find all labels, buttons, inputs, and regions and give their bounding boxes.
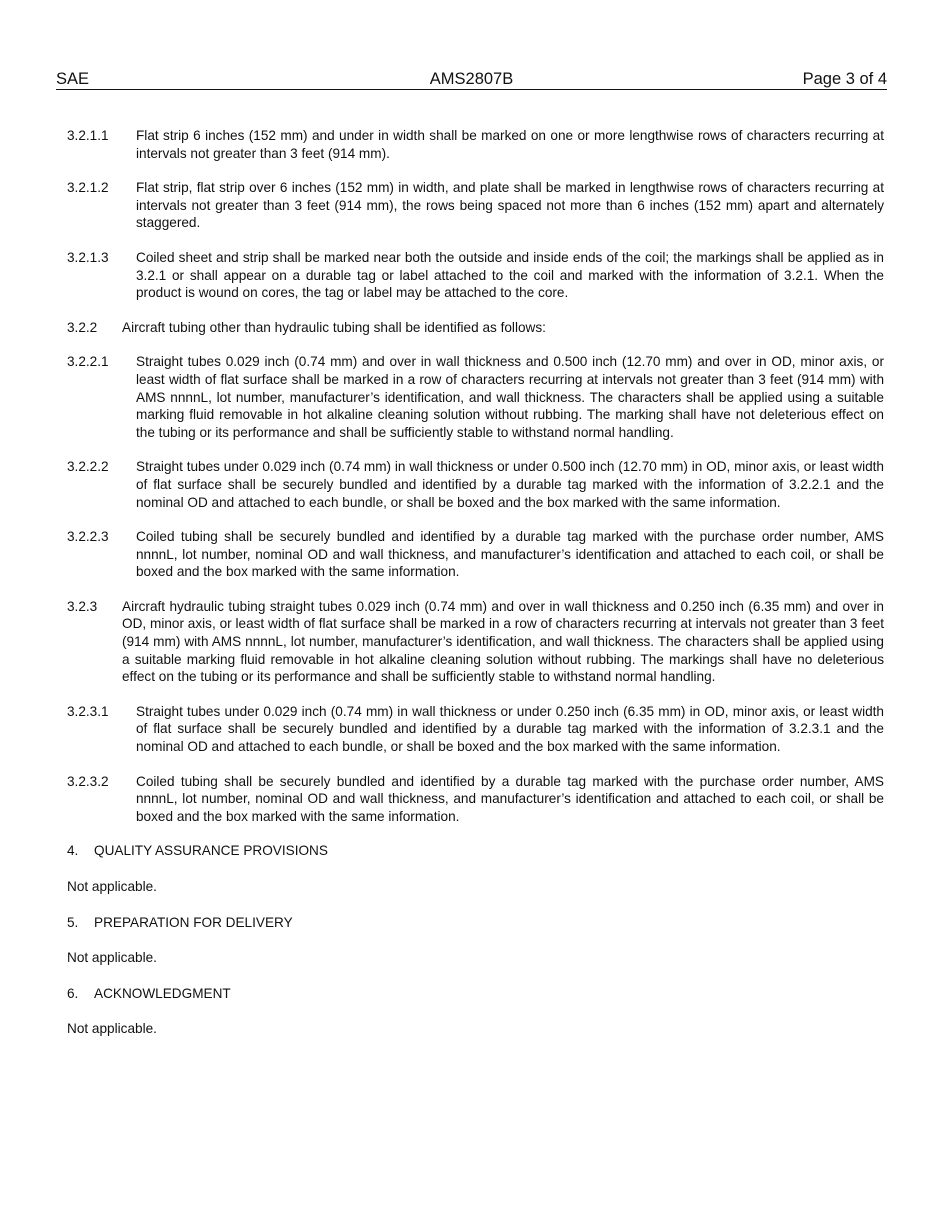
paragraph-number: 3.2.2.3 — [67, 529, 109, 545]
header-page-number: Page 3 of 4 — [802, 70, 887, 88]
paragraph-text: Straight tubes under 0.029 inch (0.74 mm) in wall thickness or under 0.250 inch (6.35 mm) in OD, minor axis, or least width of flat surface shall be securely bundled and identified by a durable tag marked with the information of 3.2.3.1 and the nominal OD and attached to each bundle, or shall be boxed and the box marked with the same information. — [136, 703, 884, 755]
paragraph-3-2-2 — [67, 319, 884, 337]
paragraph-text: Coiled sheet and strip shall be marked near both the outside and inside ends of the coil; the markings shall be applied as in 3.2.1 or shall appear on a durable tag or label attached to the coil and marked with the information of 3.2.1. When the product is wound on cores, the tag or label may be attached to the core. — [136, 249, 884, 301]
paragraph-3-2-2-1 — [67, 353, 884, 441]
section-title: ACKNOWLEDGMENT — [94, 985, 231, 1001]
paragraph-number: 3.2.3.1 — [67, 703, 109, 719]
paragraph-3-2-2-2 — [67, 458, 884, 511]
paragraph-text: Straight tubes 0.029 inch (0.74 mm) and over in wall thickness and 0.500 inch (12.70 mm) and over in OD, minor axis, or least width of flat surface shall be marked in a row of characters recurring at intervals not greater than 3 feet (914 mm) with AMS nnnnL, lot number, manufacturer’s identification, and wall thickness. The characters shall be applied using a suitable marking fluid removable in hot alkaline cleaning solution without rubbing. The marking shall have not deleterious effect on the tubing or its performance and shall be sufficiently stable to withstand normal handling. — [136, 354, 884, 440]
section-number: 4. — [67, 843, 79, 859]
paragraph-number: 3.2.3.2 — [67, 773, 109, 789]
paragraph-number: 3.2.3 — [67, 598, 98, 614]
paragraph-text: Coiled tubing shall be securely bundled and identified by a durable tag marked with the purchase order number, AMS nnnnL, lot number, nominal OD and wall thickness, and manufacturer’s identification and attached to each coil, or shall be boxed and the box marked with the same information. — [136, 773, 884, 824]
section-heading-4 — [67, 842, 884, 860]
section-heading-6 — [67, 985, 884, 1003]
paragraph-3-2-3 — [67, 598, 884, 686]
section-number: 6. — [67, 985, 79, 1001]
paragraph-text: Aircraft tubing other than hydraulic tubing shall be identified as follows: — [122, 319, 546, 335]
section-title: PREPARATION FOR DELIVERY — [94, 914, 293, 930]
header-org: SAE — [56, 70, 90, 88]
paragraph-number: 3.2.1.1 — [67, 128, 109, 143]
paragraph-3-2-3-2 — [67, 773, 884, 826]
paragraph-number: 3.2.2.2 — [67, 459, 109, 475]
section-body-5: Not applicable. — [67, 950, 157, 966]
paragraph-text: Flat strip 6 inches (152 mm) and under in width shall be marked on one or more lengthwise rows of characters recurring at intervals not greater than 3 feet (914 mm). — [136, 128, 884, 161]
section-heading-5 — [67, 914, 884, 932]
page-header — [56, 69, 887, 90]
section-title: QUALITY ASSURANCE PROVISIONS — [94, 843, 328, 859]
paragraph-number: 3.2.2.1 — [67, 354, 109, 370]
paragraph-text: Flat strip, flat strip over 6 inches (152 mm) in width, and plate shall be marked in lengthwise rows of characters recurring at intervals not greater than 3 feet (914 mm), the rows being spaced not more than 6 inches (152 mm) apart and alternately staggered. — [136, 180, 884, 231]
paragraph-3-2-3-1 — [67, 703, 884, 756]
paragraph-text: Straight tubes under 0.029 inch (0.74 mm) in wall thickness or under 0.500 inch (12.70 mm) in OD, minor axis, or least width of flat surface shall be securely bundled and identified by a durable tag marked with the information of 3.2.2.1 and the nominal OD and attached to each bundle, or shall be boxed and the box marked with the same information. — [136, 459, 884, 510]
paragraph-text: Aircraft hydraulic tubing straight tubes 0.029 inch (0.74 mm) and over in wall thickness and 0.250 inch (6.35 mm) and over in OD, minor axis, or least width of flat surface shall be marked in a row of characters recurring at intervals not greater than 3 feet (914 mm) with AMS nnnnL, lot number, manufacturer’s identification, and wall thickness. The characters shall be applied using a suitable marking fluid removable in hot alkaline cleaning solution without rubbing. The markings shall have no deleterious effect on the tubing or its performance and shall be sufficiently stable to withstand normal handling. — [122, 598, 884, 685]
paragraph-3-2-1-3 — [67, 249, 884, 302]
document-body — [67, 127, 884, 1056]
section-body-6: Not applicable. — [67, 1021, 157, 1037]
paragraph-number: 3.2.1.2 — [67, 180, 109, 196]
section-number: 5. — [67, 914, 79, 930]
paragraph-number: 3.2.2 — [67, 319, 98, 335]
header-doc-number: AMS2807B — [429, 70, 514, 88]
paragraph-number: 3.2.1.3 — [67, 249, 109, 265]
paragraph-3-2-1-1 — [67, 127, 884, 162]
section-body-4: Not applicable. — [67, 879, 157, 894]
paragraph-text: Coiled tubing shall be securely bundled and identified by a durable tag marked with the purchase order number, AMS nnnnL, lot number, nominal OD and wall thickness, and manufacturer’s identification and attached to each coil, or shall be boxed and the box marked with the same information. — [136, 529, 884, 580]
paragraph-3-2-1-2 — [67, 179, 884, 232]
paragraph-3-2-2-3 — [67, 528, 884, 581]
